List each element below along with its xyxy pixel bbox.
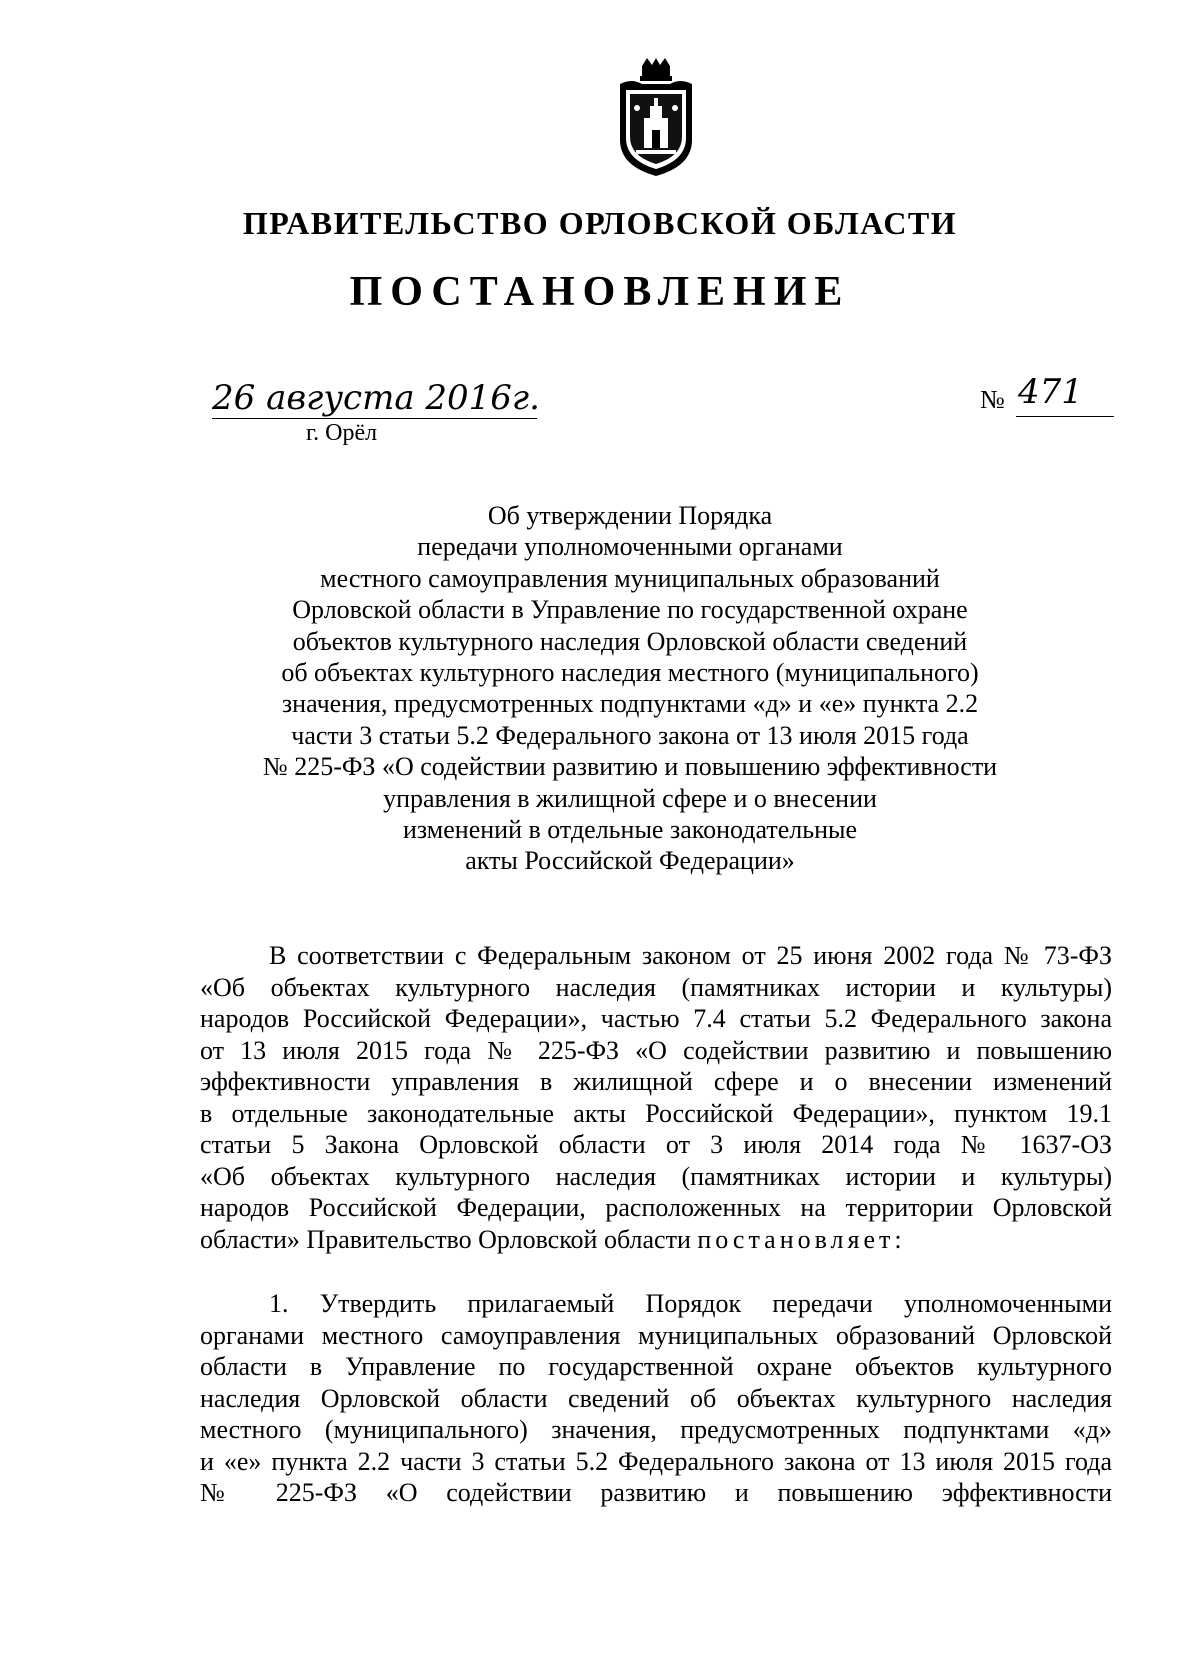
document-type-title: ПОСТАНОВЛЕНИЕ	[349, 269, 851, 315]
text-line: и «е» пункта 2.2 части 3 статьи 5.2 Федерального закона от 13 июля 2015 года	[200, 1446, 1112, 1476]
text-line	[200, 1224, 1112, 1256]
text-line: части 3 статьи 5.2 Федерального закона от 13 июля 2015 года	[291, 720, 969, 750]
text-line: передачи уполномоченными органами	[417, 532, 843, 562]
text-line: «Об объектах культурного наследия (памятниках истории и культуры)	[200, 972, 1112, 1002]
number-sign: №	[980, 385, 1005, 414]
date-value: 26 августа 2016г.	[212, 378, 540, 418]
text-line: значения, предусмотренных подпунктами «д» и «е» пункта 2.2	[281, 689, 979, 719]
text-line: местного (муниципального) значения, предусмотренных подпунктами «д»	[200, 1415, 1112, 1444]
text-line: В соответствии с Федеральным законом от 25 июня 2002 года № 73-ФЗ	[269, 941, 1112, 970]
text-line: объектов культурного наследия Орловской области сведений	[292, 626, 968, 656]
city: г. Орёл	[306, 420, 378, 446]
text-fragment: области» Правительство Орловской области	[200, 1224, 691, 1254]
text-line: народов Российской Федерации, расположенных на территории Орловской	[200, 1193, 1112, 1222]
paragraph-preamble	[200, 940, 1112, 1255]
text-line: Орловской области в Управление по государственной охране	[292, 595, 968, 625]
text-line: в отдельные законодательные акты Российской Федерации», пунктом 19.1	[200, 1098, 1112, 1128]
text-line: изменений в отдельные законодательные	[402, 815, 858, 845]
text-line: местного самоуправления муниципальных образований	[320, 563, 940, 593]
decree-keyword: постановляет:	[697, 1224, 906, 1254]
text-line: области в Управление по государственной охране объектов культурного	[200, 1352, 1112, 1381]
text-line: органами местного самоуправления муниципальных образований Орловской	[200, 1320, 1112, 1350]
government-title: ПРАВИТЕЛЬСТВО ОРЛОВСКОЙ ОБЛАСТИ	[242, 205, 958, 241]
paragraph-item-1	[200, 1288, 1112, 1509]
text-line: акты Российской Федерации»	[465, 846, 795, 876]
text-line: об объектах культурного наследия местного (муниципального)	[281, 658, 979, 688]
text-line: от 13 июля 2015 года № 225-ФЗ «О содействии развитию и повышению	[200, 1035, 1112, 1065]
text-line: Об утверждении Порядка	[487, 501, 773, 530]
text-line: «Об объектах культурного наследия (памятниках истории и культуры)	[200, 1161, 1112, 1191]
handwritten-number: 471	[1018, 372, 1083, 412]
text-line: эффективности управления в жилищной сфере и о внесении изменений	[200, 1067, 1112, 1096]
text-line: 1. Утвердить прилагаемый Порядок передачи уполномоченными	[269, 1289, 1112, 1318]
text-line: управления в жилищной сфере и о внесении	[383, 783, 877, 813]
handwritten-date	[212, 378, 552, 428]
text-line: наследия Орловской области сведений об объектах культурного наследия	[200, 1383, 1112, 1413]
document-heading	[200, 500, 1060, 877]
text-line: № 225-ФЗ «О содействии развитию и повышению эффективности	[262, 752, 998, 782]
text-line: статьи 5 Закона Орловской области от 3 июля 2014 года № 1637-ОЗ	[200, 1130, 1112, 1159]
text-line: народов Российской Федерации», частью 7.4 статьи 5.2 Федерального закона	[200, 1004, 1112, 1033]
text-line: № 225-ФЗ «О содействии развитию и повышению эффективности	[200, 1478, 1112, 1507]
coat-of-arms-icon	[612, 58, 700, 178]
date-underline	[212, 418, 537, 419]
number-underline	[1016, 416, 1114, 417]
